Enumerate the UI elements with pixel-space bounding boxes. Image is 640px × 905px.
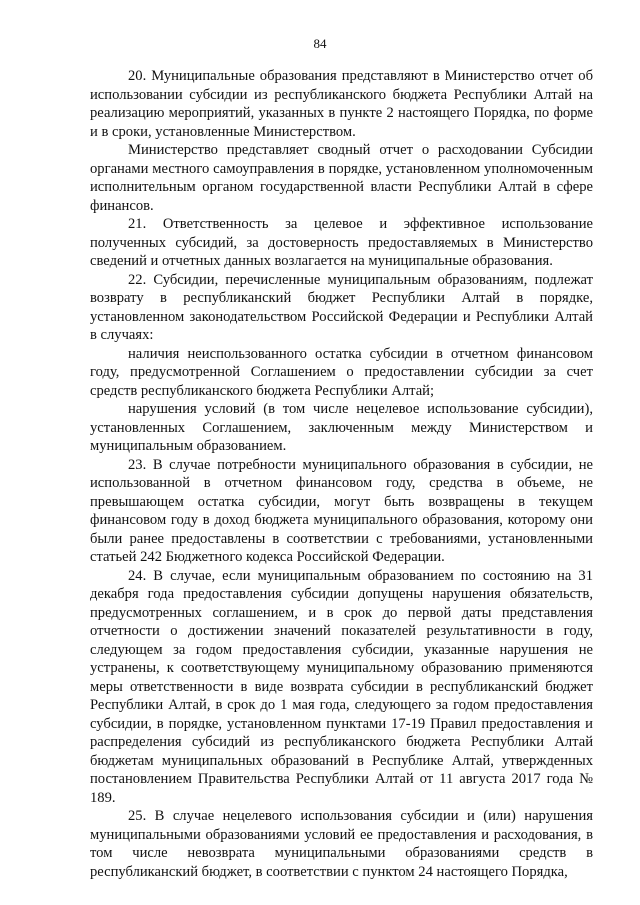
body-text xyxy=(90,67,593,881)
paragraph-22: 22. Субсидии, перечисленные муниципальным образованиям, подлежат возврату в республиканский бюджет Республики Алтай в порядке, установленном законодательством Российской Федерации и Республики Алтай в случаях: xyxy=(90,271,593,343)
paragraph-21: 21. Ответственность за целевое и эффективное использование полученных субсидий, за достоверность предоставляемых в Министерство сведений и отчетных данных возлагается на муниципальные образования. xyxy=(90,216,593,269)
paragraph-22-case-violation: нарушения условий (в том числе нецелевое использование субсидии), установленных Соглашением, заключенным между Министерством и муниципальным образованием. xyxy=(90,401,593,454)
paragraph-20: 20. Муниципальные образования представляют в Министерство отчет об использовании субсидии из республиканского бюджета Республики Алтай на реализацию мероприятий, указанных в пункте 2 настоящего Порядка, по форме и в сроки, установленные Министерством. xyxy=(90,68,593,140)
paragraph-24: 24. В случае, если муниципальным образованием по состоянию на 31 декабря года предоставления субсидии допущены нарушения обязательств, предусмотренных соглашением, и в срок до первой даты представления отчетности о достижении значений показателей результативности в году, следующем за годом предоставления субсидии, указанные нарушения не устранены, к соответствующему муниципальному образованию применяются меры ответственности в виде возврата субсидии в республиканский бюджет Республики Алтай, в срок до 1 мая года, следующего за годом предоставления субсидии, в порядке, установленном пунктами 17-19 Правил предоставления и распределения субсидий из республиканского бюджета Республики Алтай бюджетам муниципальных образований в Республике Алтай, утвержденных постановлением Правительства Республики Алтай от 11 августа 2017 года № 189. xyxy=(90,567,593,806)
paragraph-22-case-unused-balance: наличия неиспользованного остатка субсидии в отчетном финансовом году, предусмотренной Соглашением о предоставлении субсидии за счет средств республиканского бюджета Республики Алтай; xyxy=(90,345,593,399)
paragraph-ministry-report: Министерство представляет сводный отчет о расходовании Субсидии органами местного самоуправления в порядке, установленном уполномоченным исполнительным органом государственной власти Республики Алтай в сфере финансов. xyxy=(90,142,593,214)
page-number: 84 xyxy=(313,36,327,51)
paragraph-23: 23. В случае потребности муниципального образования в субсидии, не использованной в отчетном финансовом году, средства в объеме, не превышающем остатка субсидии, могут быть возвращены в текущем финансовом году в доход бюджета муниципального образования, которому они были ранее предоставлены в соответствии с требованиями, установленными статьей 242 Бюджетного кодекса Российской Федерации. xyxy=(90,456,593,565)
paragraph-25: 25. В случае нецелевого использования субсидии и (или) нарушения муниципальными образованиями условий ее предоставления и расходования, в том числе невозврата муниципальными образованиями средств в республиканский бюджет, в соответствии с пунктом 24 настоящего Порядка, xyxy=(90,808,593,880)
